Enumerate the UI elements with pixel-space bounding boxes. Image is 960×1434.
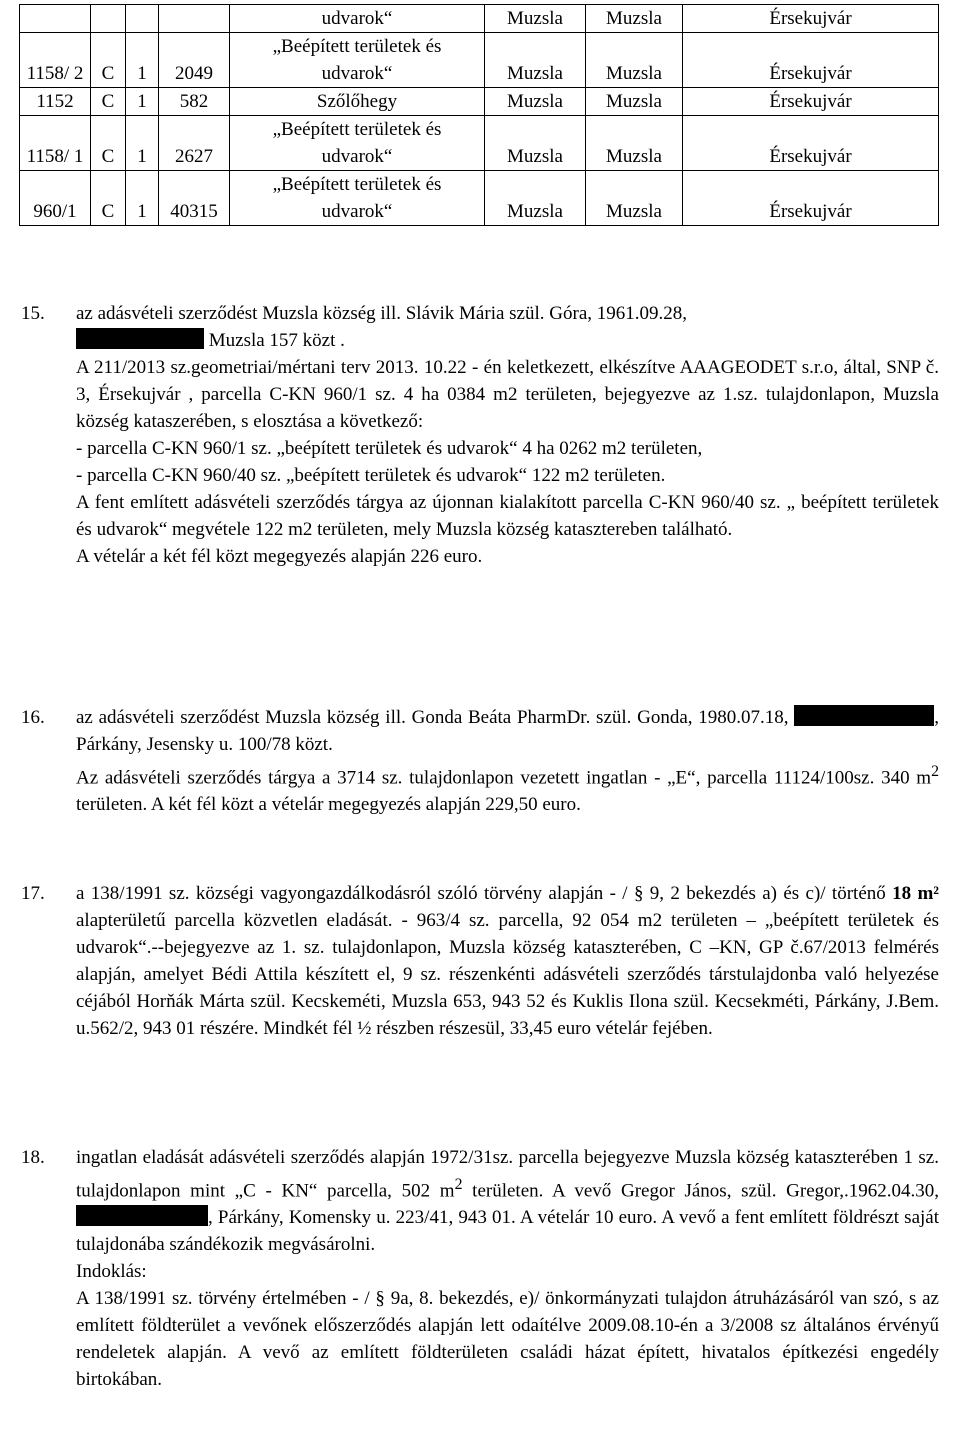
table-row [20, 5, 939, 33]
superscript: 2 [931, 763, 939, 780]
subject-text-end: területen. A két fél közt a vételár megegyezés alapján 229,50 euro. [76, 794, 581, 816]
cell-cadastre: Muzsla [586, 5, 683, 33]
section-body [76, 300, 939, 570]
cell-land-use [230, 171, 485, 226]
cell-parcel-number: 1158/ 2 [20, 33, 91, 88]
cell-district: Érsekujvár [683, 33, 939, 88]
cell-municipality: Muzsla [485, 116, 586, 171]
table-row [20, 33, 939, 88]
section-16 [21, 704, 939, 818]
redaction-block [76, 1205, 208, 1226]
paragraph: A 138/1991 sz. törvény értelmében - / § 9a, 8. bekezdés, e)/ önkormányzati tulajdon átruházásáról van szó, s az említett földterület a vevőnek előszerződés alapján lett odaítélve 2009.08.10-én a 3/2008 sz általános érvényű rendeletek alapján. A vevő az említett földterületen családi házat épített, hivatalos építkezési engedély birtokában. [76, 1288, 939, 1391]
cell-municipality: Muzsla [485, 171, 586, 226]
land-use-line1: „Beépített területek és [272, 174, 442, 195]
paragraph [76, 1144, 939, 1258]
cell-cadastre: Muzsla [586, 116, 683, 171]
cell-parcel-number: 1158/ 1 [20, 116, 91, 171]
text-part: , Párkány, Komensky u. 223/41, 943 01. A vételár 10 euro. A vevő a fent említett földrészt saját tulajdonába szándékozik megvásárolni. [76, 1207, 939, 1256]
paragraph: - parcella C-KN 960/40 sz. „beépített területek és udvarok“ 122 m2 területen. [76, 465, 666, 486]
land-use-line2: Szőlőhegy [316, 91, 398, 112]
cell-ownership: 1 [126, 33, 159, 88]
cell-type: C [91, 116, 126, 171]
cell-cadastre: Muzsla [586, 171, 683, 226]
redaction-block [76, 328, 204, 349]
section-number: 18. [21, 1147, 45, 1168]
table-row [20, 88, 939, 116]
parcel-table [19, 4, 939, 226]
land-use-line1: „Beépített területek és [272, 36, 442, 57]
text-part: területen. A vevő Gregor János, szül. Gregor,.1962.04.30, [462, 1180, 939, 1202]
cell-area: 40315 [159, 171, 230, 226]
cell-area [159, 5, 230, 33]
cell-area: 2627 [159, 116, 230, 171]
paragraph [76, 758, 939, 818]
superscript: 2 [454, 1176, 463, 1193]
cell-ownership: 1 [126, 88, 159, 116]
cell-district: Érsekujvár [683, 88, 939, 116]
cell-land-use [230, 33, 485, 88]
land-use-line2: udvarok“ [321, 201, 393, 222]
section-18 [21, 1144, 939, 1393]
cell-area: 2049 [159, 33, 230, 88]
cell-type [91, 5, 126, 33]
cell-municipality: Muzsla [485, 33, 586, 88]
section-number: 16. [21, 707, 45, 728]
cell-land-use [230, 116, 485, 171]
section-number: 17. [21, 883, 45, 904]
redaction-block [794, 705, 934, 726]
cell-municipality: Muzsla [485, 88, 586, 116]
text-part: ingatlan eladását adásvételi szerződés alapján 1972/31sz. parcella bejegyezve Muzsla község kataszterében 1 sz. tulajdonlapon mint „C - KN“ parcella, 502 m [76, 1147, 939, 1202]
land-use-line2: udvarok“ [321, 63, 393, 84]
bold-area: 18 m² [892, 883, 940, 904]
text-part: alapterületű parcella közvetlen eladását. - 963/4 sz. parcella, 92 054 m2 területen – „beépített területek és udvarok“.--bejegyezve az 1. sz. tulajdonlapon, Muzsla község kataszterében, C –KN, GP č.67/2013 felmérés alapján, amelyet Bédi Attila készített el, 9 sz. részenkénti adásvételi szerződés társtulajdonba való helyezése céjából Horňák Márta szül. Kecskeméti, Muzsla 653, 943 52 és Kuklis Ilona szül. Kecsekméti, Párkány, J.Bem. u.562/2, 943 01 részére. Mindkét fél ½ részben részesül, 33,45 euro vételár fejében. [76, 910, 939, 1039]
cell-type: C [91, 88, 126, 116]
cell-cadastre: Muzsla [586, 88, 683, 116]
paragraph [76, 880, 939, 1042]
cell-type: C [91, 33, 126, 88]
section-body [76, 880, 939, 1042]
paragraph: A vételár a két fél közt megegyezés alapján 226 euro. [76, 546, 483, 567]
cell-parcel-number [20, 5, 91, 33]
address-text: Muzsla 157 közt . [208, 330, 345, 351]
cell-ownership: 1 [126, 116, 159, 171]
table-row [20, 116, 939, 171]
paragraph: - parcella C-KN 960/1 sz. „beépített területek és udvarok“ 4 ha 0262 m2 területen, [76, 438, 703, 459]
section-number: 15. [21, 303, 45, 324]
address-text: , Párkány, Jesensky u. 100/78 közt. [76, 707, 939, 755]
cell-land-use [230, 88, 485, 116]
section-15 [21, 300, 939, 570]
text-part: a 138/1991 sz. községi vagyongazdálkodásról szóló törvény alapján - / § 9, 2 bekezdés a) és c)/ történő [76, 883, 893, 904]
paragraph: Indoklás: [76, 1261, 147, 1283]
subject-text: Az adásvételi szerződés tárgya a 3714 sz. tulajdonlapon vezetett ingatlan - „E“, parcella 11124/100sz. 340 m [76, 767, 932, 789]
party-text: az adásvételi szerződést Muzsla község ill. Gonda Beáta PharmDr. szül. Gonda, 1980.07.18, [76, 707, 789, 728]
cell-type: C [91, 171, 126, 226]
section-17 [21, 880, 939, 1042]
paragraph: A 211/2013 sz.geometriai/mértani terv 2013. 10.22 - én keletkezett, elkészítve AAAGEODET s.r.o, által, SNP č. 3, Érsekujvár , parcella C-KN 960/1 sz. 4 ha 0384 m2 területen, bejegyezve az 1.sz. tulajdonlapon, Muzsla község kataszerében, s elosztása a következő: [76, 357, 939, 432]
paragraph [76, 704, 939, 758]
table-row [20, 171, 939, 226]
section-body [76, 704, 939, 818]
paragraph: az adásvételi szerződést Muzsla község ill. Slávik Mária szül. Góra, 1961.09.28, [76, 303, 687, 324]
land-use-line2: udvarok“ [321, 8, 393, 29]
cell-district: Érsekujvár [683, 5, 939, 33]
section-body [76, 1144, 939, 1393]
cell-district: Érsekujvár [683, 116, 939, 171]
cell-cadastre: Muzsla [586, 33, 683, 88]
land-use-line2: udvarok“ [321, 146, 393, 167]
cell-district: Érsekujvár [683, 171, 939, 226]
cell-land-use [230, 5, 485, 33]
cell-parcel-number: 1152 [20, 88, 91, 116]
cell-area: 582 [159, 88, 230, 116]
cell-parcel-number: 960/1 [20, 171, 91, 226]
paragraph: A fent említett adásvételi szerződés tárgya az újonnan kialakított parcella C-KN 960/40 sz. „ beépített területek és udvarok“ megvétele 122 m2 területen, mely Muzsla község katasztereben található. [76, 492, 939, 540]
land-use-line1: „Beépített területek és [272, 119, 442, 140]
cell-ownership: 1 [126, 171, 159, 226]
cell-municipality: Muzsla [485, 5, 586, 33]
paragraph [76, 327, 939, 354]
cell-ownership [126, 5, 159, 33]
